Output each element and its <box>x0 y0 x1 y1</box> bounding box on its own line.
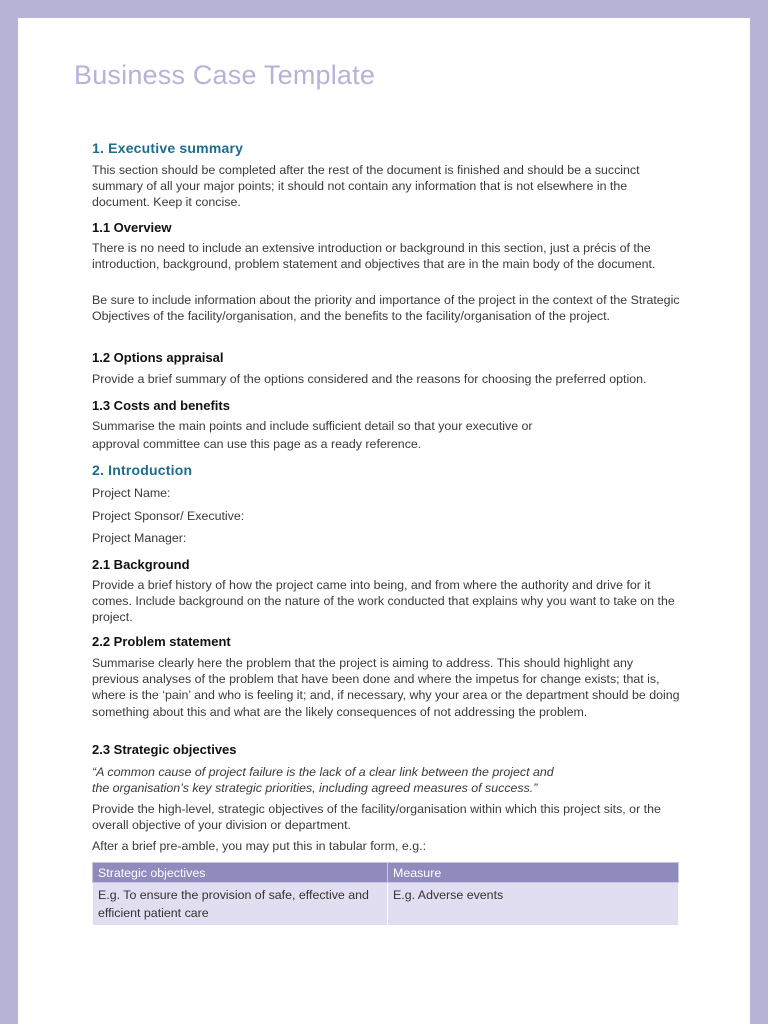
strategic-objectives-text: Provide the high-level, strategic objectives of the facility/organisation within which this project sits, or the overall objective of your division or department. <box>92 802 661 833</box>
table-header-row <box>93 863 679 883</box>
document-title: Business Case Template <box>74 60 376 90</box>
table-row <box>93 883 679 926</box>
problem-statement-text: Summarise clearly here the problem that the project is aiming to address. This should highlight any previous analyses of the problem that have been done and where the impetus for change exists; that is, where is the ‘pain’ and who is feeling it; and, if necessary, why your area or the department should be doing something about this and what are the likely consequences of not addressing the problem. <box>92 656 680 719</box>
strategic-quote-line-1: “A common cause of project failure is the lack of a clear link between the project and <box>92 765 554 779</box>
heading-overview: 1.1 Overview <box>92 220 172 235</box>
strategic-objectives-table <box>92 862 679 926</box>
strategic-quote-line-2: the organisation’s key strategic priorities, including agreed measures of success.” <box>92 781 538 795</box>
project-sponsor-label: Project Sponsor/ Executive: <box>92 509 245 523</box>
executive-summary-text: This section should be completed after the rest of the document is finished and should be a succinct summary of all your major points; it should not contain any information that is not elsewhere in the document. Keep it concise. <box>92 163 640 210</box>
table-cell-objective: E.g. To ensure the provision of safe, effective and efficient patient care <box>93 883 388 926</box>
tabular-form-text: After a brief pre-amble, you may put this in tabular form, e.g.: <box>92 839 427 853</box>
heading-background: 2.1 Background <box>92 557 190 572</box>
overview-text-1: There is no need to include an extensive introduction or background in this section, just a précis of the introduction, background, problem statement and objectives that are in the main body of the document. <box>92 241 656 272</box>
overview-text-2: Be sure to include information about the priority and importance of the project in the context of the Strategic Objectives of the facility/organisation, and the benefits to the facility/organisation of the project. <box>92 293 680 324</box>
heading-problem-statement: 2.2 Problem statement <box>92 634 231 649</box>
heading-options-appraisal: 1.2 Options appraisal <box>92 350 224 365</box>
project-manager-label: Project Manager: <box>92 531 187 545</box>
costs-benefits-line-1: Summarise the main points and include sufficient detail so that your executive or <box>92 419 533 433</box>
background-text: Provide a brief history of how the project came into being, and from where the authority and drive for it comes. Include background on the nature of the work conducted that explains why you want to take on the project. <box>92 578 675 625</box>
project-name-label: Project Name: <box>92 486 171 500</box>
costs-benefits-line-2: approval committee can use this page as a ready reference. <box>92 437 422 451</box>
heading-costs-benefits: 1.3 Costs and benefits <box>92 398 230 413</box>
options-appraisal-text: Provide a brief summary of the options considered and the reasons for choosing the preferred option. <box>92 372 647 386</box>
heading-strategic-objectives: 2.3 Strategic objectives <box>92 742 237 757</box>
table-cell-measure: E.g. Adverse events <box>388 883 679 926</box>
heading-introduction: 2. Introduction <box>92 462 193 478</box>
table-header-objectives: Strategic objectives <box>93 863 388 883</box>
table-header-measure: Measure <box>388 863 679 883</box>
heading-executive-summary: 1. Executive summary <box>92 140 244 156</box>
